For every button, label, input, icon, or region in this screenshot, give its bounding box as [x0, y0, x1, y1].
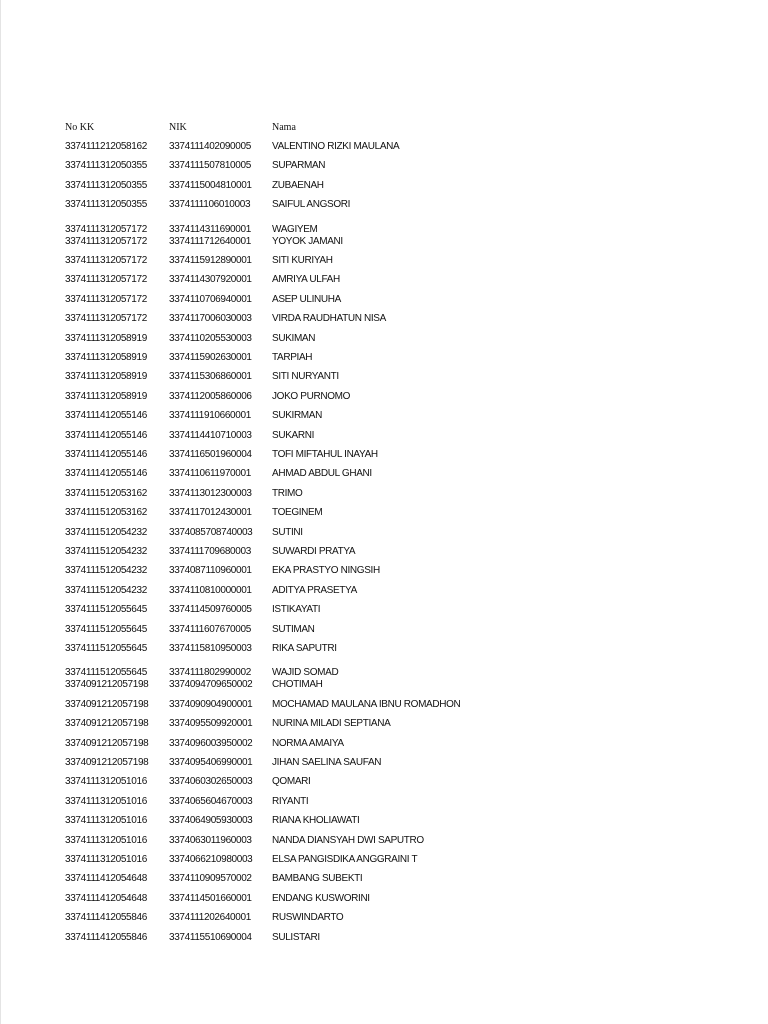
table-row [0, 678, 768, 692]
table-row [0, 931, 768, 945]
cell-nama: TARPIAH [272, 352, 313, 363]
header-nik: NIK [169, 122, 187, 133]
cell-nama: ELSA PANGISDIKA ANGGRAINI T [272, 854, 418, 865]
table-row [0, 814, 768, 828]
cell-nama: VALENTINO RIZKI MAULANA [272, 141, 400, 152]
cell-nik: 3374063011960003 [169, 835, 252, 846]
cell-no-kk: 3374111512054232 [65, 585, 147, 596]
cell-nama: RIANA KHOLIAWATI [272, 815, 360, 826]
cell-nik: 3374112005860006 [169, 391, 252, 402]
cell-no-kk: 3374091212057198 [65, 757, 149, 768]
header-no-kk: No KK [65, 122, 95, 133]
table-row [0, 872, 768, 886]
cell-nik: 3374111106010003 [169, 199, 251, 210]
cell-no-kk: 3374091212057198 [65, 699, 149, 710]
cell-nama: SUKARNI [272, 430, 315, 441]
cell-nama: TOEGINEM [272, 507, 323, 518]
table-row [0, 642, 768, 656]
cell-nik: 3374116501960004 [169, 449, 252, 460]
cell-nik: 3374110810000001 [169, 585, 252, 596]
header-nama: Nama [272, 122, 296, 133]
cell-nik: 3374096003950002 [169, 738, 253, 749]
cell-nik: 3374110205530003 [169, 333, 252, 344]
cell-nama: WAJID SOMAD [272, 667, 339, 678]
cell-no-kk: 3374111412055846 [65, 932, 147, 943]
table-row [0, 312, 768, 326]
cell-nama: VIRDA RAUDHATUN NISA [272, 313, 386, 324]
cell-nama: SUKIMAN [272, 333, 316, 344]
cell-nama: MOCHAMAD MAULANA IBNU ROMADHON [272, 699, 461, 710]
cell-nama: ISTIKAYATI [272, 604, 321, 615]
cell-nama: ADITYA PRASETYA [272, 585, 357, 596]
cell-nik: 3374114311690001 [169, 224, 251, 235]
cell-nik: 3374110909570002 [169, 873, 252, 884]
cell-nik: 3374111709680003 [169, 546, 251, 557]
table-row [0, 526, 768, 540]
cell-nik: 3374115912890001 [169, 255, 252, 266]
cell-nik: 3374110706940001 [169, 294, 252, 305]
cell-no-kk: 3374111312057172 [65, 313, 147, 324]
cell-nama: RIYANTI [272, 796, 309, 807]
cell-no-kk: 3374111512054232 [65, 546, 147, 557]
cell-nik: 3374117006030003 [169, 313, 252, 324]
table-row [0, 487, 768, 501]
cell-nama: RUSWINDARTO [272, 912, 344, 923]
cell-no-kk: 3374111412054648 [65, 873, 147, 884]
table-row [0, 351, 768, 365]
cell-nik: 3374113012300003 [169, 488, 252, 499]
cell-nik: 3374115004810001 [169, 180, 252, 191]
cell-no-kk: 3374111512054232 [65, 565, 147, 576]
cell-nama: EKA PRASTYO NINGSIH [272, 565, 380, 576]
cell-nama: ASEP ULINUHA [272, 294, 341, 305]
cell-nama: SUTIMAN [272, 624, 315, 635]
cell-nama: TOFI MIFTAHUL INAYAH [272, 449, 378, 460]
cell-nik: 3374114509760005 [169, 604, 252, 615]
table-row [0, 273, 768, 287]
cell-nik: 3374115810950003 [169, 643, 252, 654]
cell-no-kk: 3374091212057198 [65, 679, 149, 690]
cell-nama: RIKA SAPUTRI [272, 643, 337, 654]
cell-no-kk: 3374111312057172 [65, 294, 147, 305]
table-row [0, 409, 768, 423]
cell-no-kk: 3374111512055645 [65, 604, 147, 615]
cell-no-kk: 3374111412055146 [65, 468, 147, 479]
cell-nik: 3374115902630001 [169, 352, 252, 363]
cell-no-kk: 3374111312051016 [65, 796, 147, 807]
cell-nik: 3374114307920001 [169, 274, 252, 285]
table-row [0, 834, 768, 848]
cell-no-kk: 3374111312057172 [65, 224, 147, 235]
cell-nama: YOYOK JAMANI [272, 236, 343, 247]
cell-no-kk: 3374111512055645 [65, 624, 147, 635]
cell-nik: 3374095406990001 [169, 757, 253, 768]
table-row [0, 370, 768, 384]
table-row [0, 293, 768, 307]
table-row [0, 545, 768, 559]
cell-nama: TRIMO [272, 488, 303, 499]
cell-nama: QOMARI [272, 776, 311, 787]
cell-no-kk: 3374111312058919 [65, 391, 147, 402]
table-row [0, 506, 768, 520]
table-row [0, 795, 768, 809]
cell-nik: 3374085708740003 [169, 527, 253, 538]
cell-nama: SUTINI [272, 527, 303, 538]
cell-nik: 3374115306860001 [169, 371, 252, 382]
cell-nik: 3374111802990002 [169, 667, 251, 678]
cell-nama: CHOTIMAH [272, 679, 323, 690]
cell-no-kk: 3374111412055146 [65, 410, 147, 421]
cell-nik: 3374114501660001 [169, 893, 252, 904]
table-row [0, 235, 768, 249]
table-row [0, 756, 768, 770]
cell-no-kk: 3374111412055146 [65, 449, 147, 460]
cell-no-kk: 3374111412054648 [65, 893, 147, 904]
cell-nama: ZUBAENAH [272, 180, 324, 191]
cell-nik: 3374115510690004 [169, 932, 252, 943]
cell-no-kk: 3374111312058919 [65, 333, 147, 344]
cell-nama: NANDA DIANSYAH DWI SAPUTRO [272, 835, 424, 846]
cell-no-kk: 3374111312058919 [65, 352, 147, 363]
cell-nik: 3374094709650002 [169, 679, 253, 690]
cell-nama: SITI NURYANTI [272, 371, 339, 382]
table-row [0, 775, 768, 789]
cell-nik: 3374095509920001 [169, 718, 253, 729]
cell-no-kk: 3374111312050355 [65, 180, 147, 191]
cell-nama: SUKIRMAN [272, 410, 322, 421]
cell-no-kk: 3374111512053162 [65, 507, 147, 518]
cell-no-kk: 3374111512055645 [65, 643, 147, 654]
cell-no-kk: 3374111312051016 [65, 815, 147, 826]
cell-nik: 3374066210980003 [169, 854, 253, 865]
cell-nama: SUPARMAN [272, 160, 326, 171]
table-row [0, 332, 768, 346]
cell-nama: AMRIYA ULFAH [272, 274, 340, 285]
cell-nik: 3374064905930003 [169, 815, 253, 826]
cell-nik: 3374065604670003 [169, 796, 253, 807]
cell-nik: 3374060302650003 [169, 776, 253, 787]
cell-no-kk: 3374111312057172 [65, 255, 147, 266]
cell-nik: 3374117012430001 [169, 507, 252, 518]
table-row [0, 737, 768, 751]
cell-nama: AHMAD ABDUL GHANI [272, 468, 372, 479]
cell-nik: 3374087110960001 [169, 565, 252, 576]
cell-no-kk: 3374091212057198 [65, 718, 149, 729]
cell-no-kk: 3374111312057172 [65, 274, 147, 285]
cell-nama: SITI KURIYAH [272, 255, 333, 266]
table-row [0, 198, 768, 212]
cell-nama: JOKO PURNOMO [272, 391, 351, 402]
cell-no-kk: 3374111312058919 [65, 371, 147, 382]
table-row [0, 390, 768, 404]
table-row [0, 911, 768, 925]
cell-nama: ENDANG KUSWORINI [272, 893, 370, 904]
cell-nik: 3374111202640001 [169, 912, 251, 923]
cell-nik: 3374111910660001 [169, 410, 251, 421]
cell-nama: SAIFUL ANGSORI [272, 199, 351, 210]
cell-nik: 3374110611970001 [169, 468, 251, 479]
cell-no-kk: 3374111212058162 [65, 141, 147, 152]
cell-no-kk: 3374111512053162 [65, 488, 147, 499]
cell-no-kk: 3374111312050355 [65, 199, 147, 210]
cell-nama: SUWARDI PRATYA [272, 546, 356, 557]
cell-no-kk: 3374111312051016 [65, 854, 147, 865]
cell-nik: 3374114410710003 [169, 430, 252, 441]
cell-no-kk: 3374111312057172 [65, 236, 147, 247]
table-row [0, 717, 768, 731]
cell-nik: 3374111402090005 [169, 141, 251, 152]
table-row [0, 429, 768, 443]
table-row [0, 584, 768, 598]
cell-nama: NORMA AMAIYA [272, 738, 344, 749]
table-row [0, 448, 768, 462]
table-row [0, 623, 768, 637]
table-header [0, 121, 768, 137]
cell-nama: NURINA MILADI SEPTIANA [272, 718, 391, 729]
cell-no-kk: 3374111512055645 [65, 667, 147, 678]
table-row [0, 698, 768, 712]
table-row [0, 159, 768, 173]
cell-no-kk: 3374111512054232 [65, 527, 147, 538]
table-row [0, 603, 768, 617]
cell-nik: 3374111507810005 [169, 160, 251, 171]
cell-nik: 3374111712640001 [169, 236, 251, 247]
cell-no-kk: 3374091212057198 [65, 738, 149, 749]
table-row [0, 467, 768, 481]
cell-no-kk: 3374111312051016 [65, 835, 147, 846]
cell-nama: WAGIYEM [272, 224, 318, 235]
table-row [0, 140, 768, 154]
cell-nik: 3374090904900001 [169, 699, 253, 710]
table-row [0, 254, 768, 268]
table-row [0, 892, 768, 906]
cell-nik: 3374111607670005 [169, 624, 251, 635]
cell-no-kk: 3374111312050355 [65, 160, 147, 171]
cell-nama: BAMBANG SUBEKTI [272, 873, 363, 884]
table-row [0, 179, 768, 193]
table-row [0, 853, 768, 867]
cell-nama: JIHAN SAELINA SAUFAN [272, 757, 382, 768]
cell-no-kk: 3374111312051016 [65, 776, 147, 787]
cell-no-kk: 3374111412055146 [65, 430, 147, 441]
table-row [0, 564, 768, 578]
cell-no-kk: 3374111412055846 [65, 912, 147, 923]
cell-nama: SULISTARI [272, 932, 320, 943]
